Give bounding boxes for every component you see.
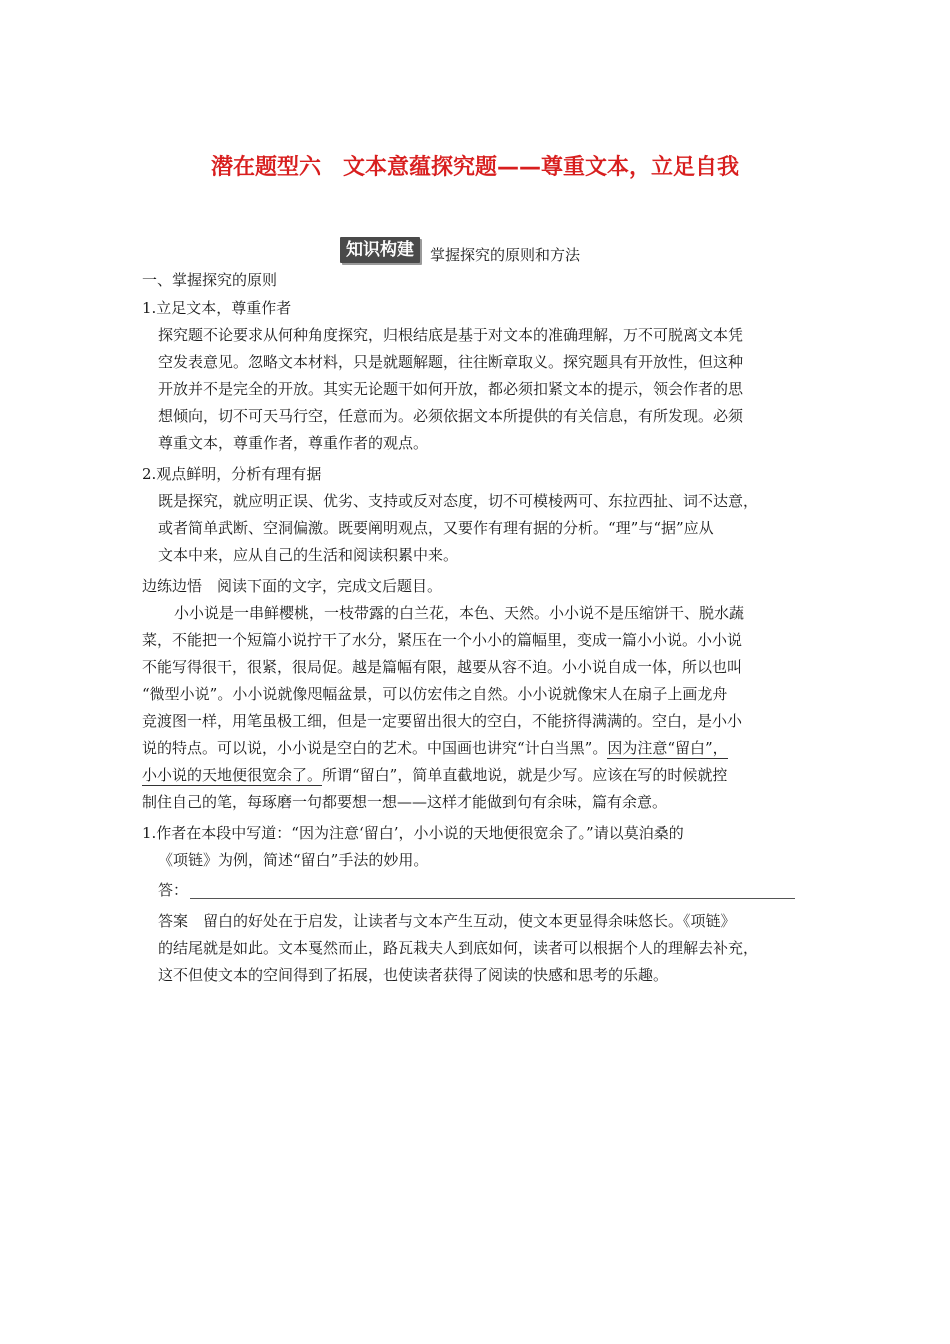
paragraph-line: 空发表意见。忽略文本材料，只是就题解题，往往断章取义。探究题具有开放性，但这种 (158, 353, 744, 371)
paragraph-line: 文本中来，应从自己的生活和阅读积累中来。 (158, 546, 459, 564)
underlined-text: 小小说的天地便很宽余了。 (142, 766, 323, 784)
answer-line: 答案 留白的好处在于启发，让读者与文本产生互动，使文本更显得余味悠长。《项链》 (158, 912, 736, 930)
paragraph-line: 探究题不论要求从何种角度探究，归根结底是基于对文本的准确理解，万不可脱离文本凭 (158, 326, 744, 344)
section-heading: 一、掌握探究的原则 (142, 271, 278, 289)
knowledge-badge: 知识构建 (340, 237, 420, 263)
question-line: 1.作者在本段中写道：“因为注意‘留白’，小小说的天地便很宽余了。”请以莫泊桑的 (142, 824, 684, 842)
passage-line (142, 765, 727, 785)
passage-line: 不能写得很干，很紧，很局促。越是篇幅有限，越要从容不迫。小小说自成一体，所以也叫 (142, 658, 743, 676)
paragraph-line: 开放并不是完全的开放。其实无论题干如何开放，都必须扣紧文本的提示，领会作者的思 (158, 380, 744, 398)
item-heading: 2.观点鲜明，分析有理有据 (142, 465, 322, 483)
paragraph-line: 尊重文本，尊重作者，尊重作者的观点。 (158, 434, 429, 452)
underlined-text: 因为注意“留白”， (607, 739, 728, 757)
passage-line (142, 738, 728, 758)
paragraph-line: 想倾向，切不可天马行空，任意而为。必须依据文本所提供的有关信息，有所发现。必须 (158, 407, 744, 425)
passage-text: 说的特点。可以说，小小说是空白的艺术。中国画也讲究“计白当黑”。 (142, 739, 608, 757)
answer-line: 的结尾就是如此。文本戛然而止，路瓦栽夫人到底如何，读者可以根据个人的理解去补充， (158, 939, 759, 957)
knowledge-subtitle: 掌握探究的原则和方法 (430, 245, 581, 264)
paragraph-line: 或者简单武断、空洞偏激。既要阐明观点，又要作有理有据的分析。“理”与“据”应从 (158, 519, 714, 537)
answer-line: 这不但使文本的空间得到了拓展，也使读者获得了阅读的快感和思考的乐趣。 (158, 966, 669, 984)
passage-line: 菜，不能把一个短篇小说拧干了水分，紧压在一个小小的篇幅里，变成一篇小小说。小小说 (142, 631, 743, 649)
knowledge-header (340, 236, 580, 264)
passage-line: 竞渡图一样，用笔虽极工细，但是一定要留出很大的空白，不能挤得满满的。空白，是小小 (142, 712, 743, 730)
paragraph-line: 既是探究，就应明正误、优劣、支持或反对态度，切不可模棱两可、东拉西扯、词不达意， (158, 492, 759, 510)
passage-text: 所谓“留白”，简单直截地说，就是少写。应该在写的时候就控 (322, 766, 728, 784)
passage-line: “微型小说”。小小说就像咫幅盆景，可以仿宏伟之自然。小小说就像宋人在扇子上画龙舟 (142, 685, 728, 703)
item-heading: 1.立足文本，尊重作者 (142, 299, 292, 317)
passage-line: 小小说是一串鲜樱桃，一枝带露的白兰花，本色、天然。小小说不是压缩饼干、脱水蔬 (174, 604, 745, 622)
page-title: 潜在题型六 文本意蕴探究题——尊重文本，立足自我 (210, 155, 739, 180)
practice-heading: 边练边悟 阅读下面的文字，完成文后题目。 (142, 577, 443, 595)
answer-prompt: 答： (158, 881, 189, 899)
passage-line: 制住自己的笔，每琢磨一句都要想一想——这样才能做到句有余味，篇有余意。 (142, 793, 668, 811)
answer-blank-line[interactable] (190, 898, 795, 899)
question-line: 《项链》为例，简述“留白”手法的妙用。 (158, 851, 429, 869)
